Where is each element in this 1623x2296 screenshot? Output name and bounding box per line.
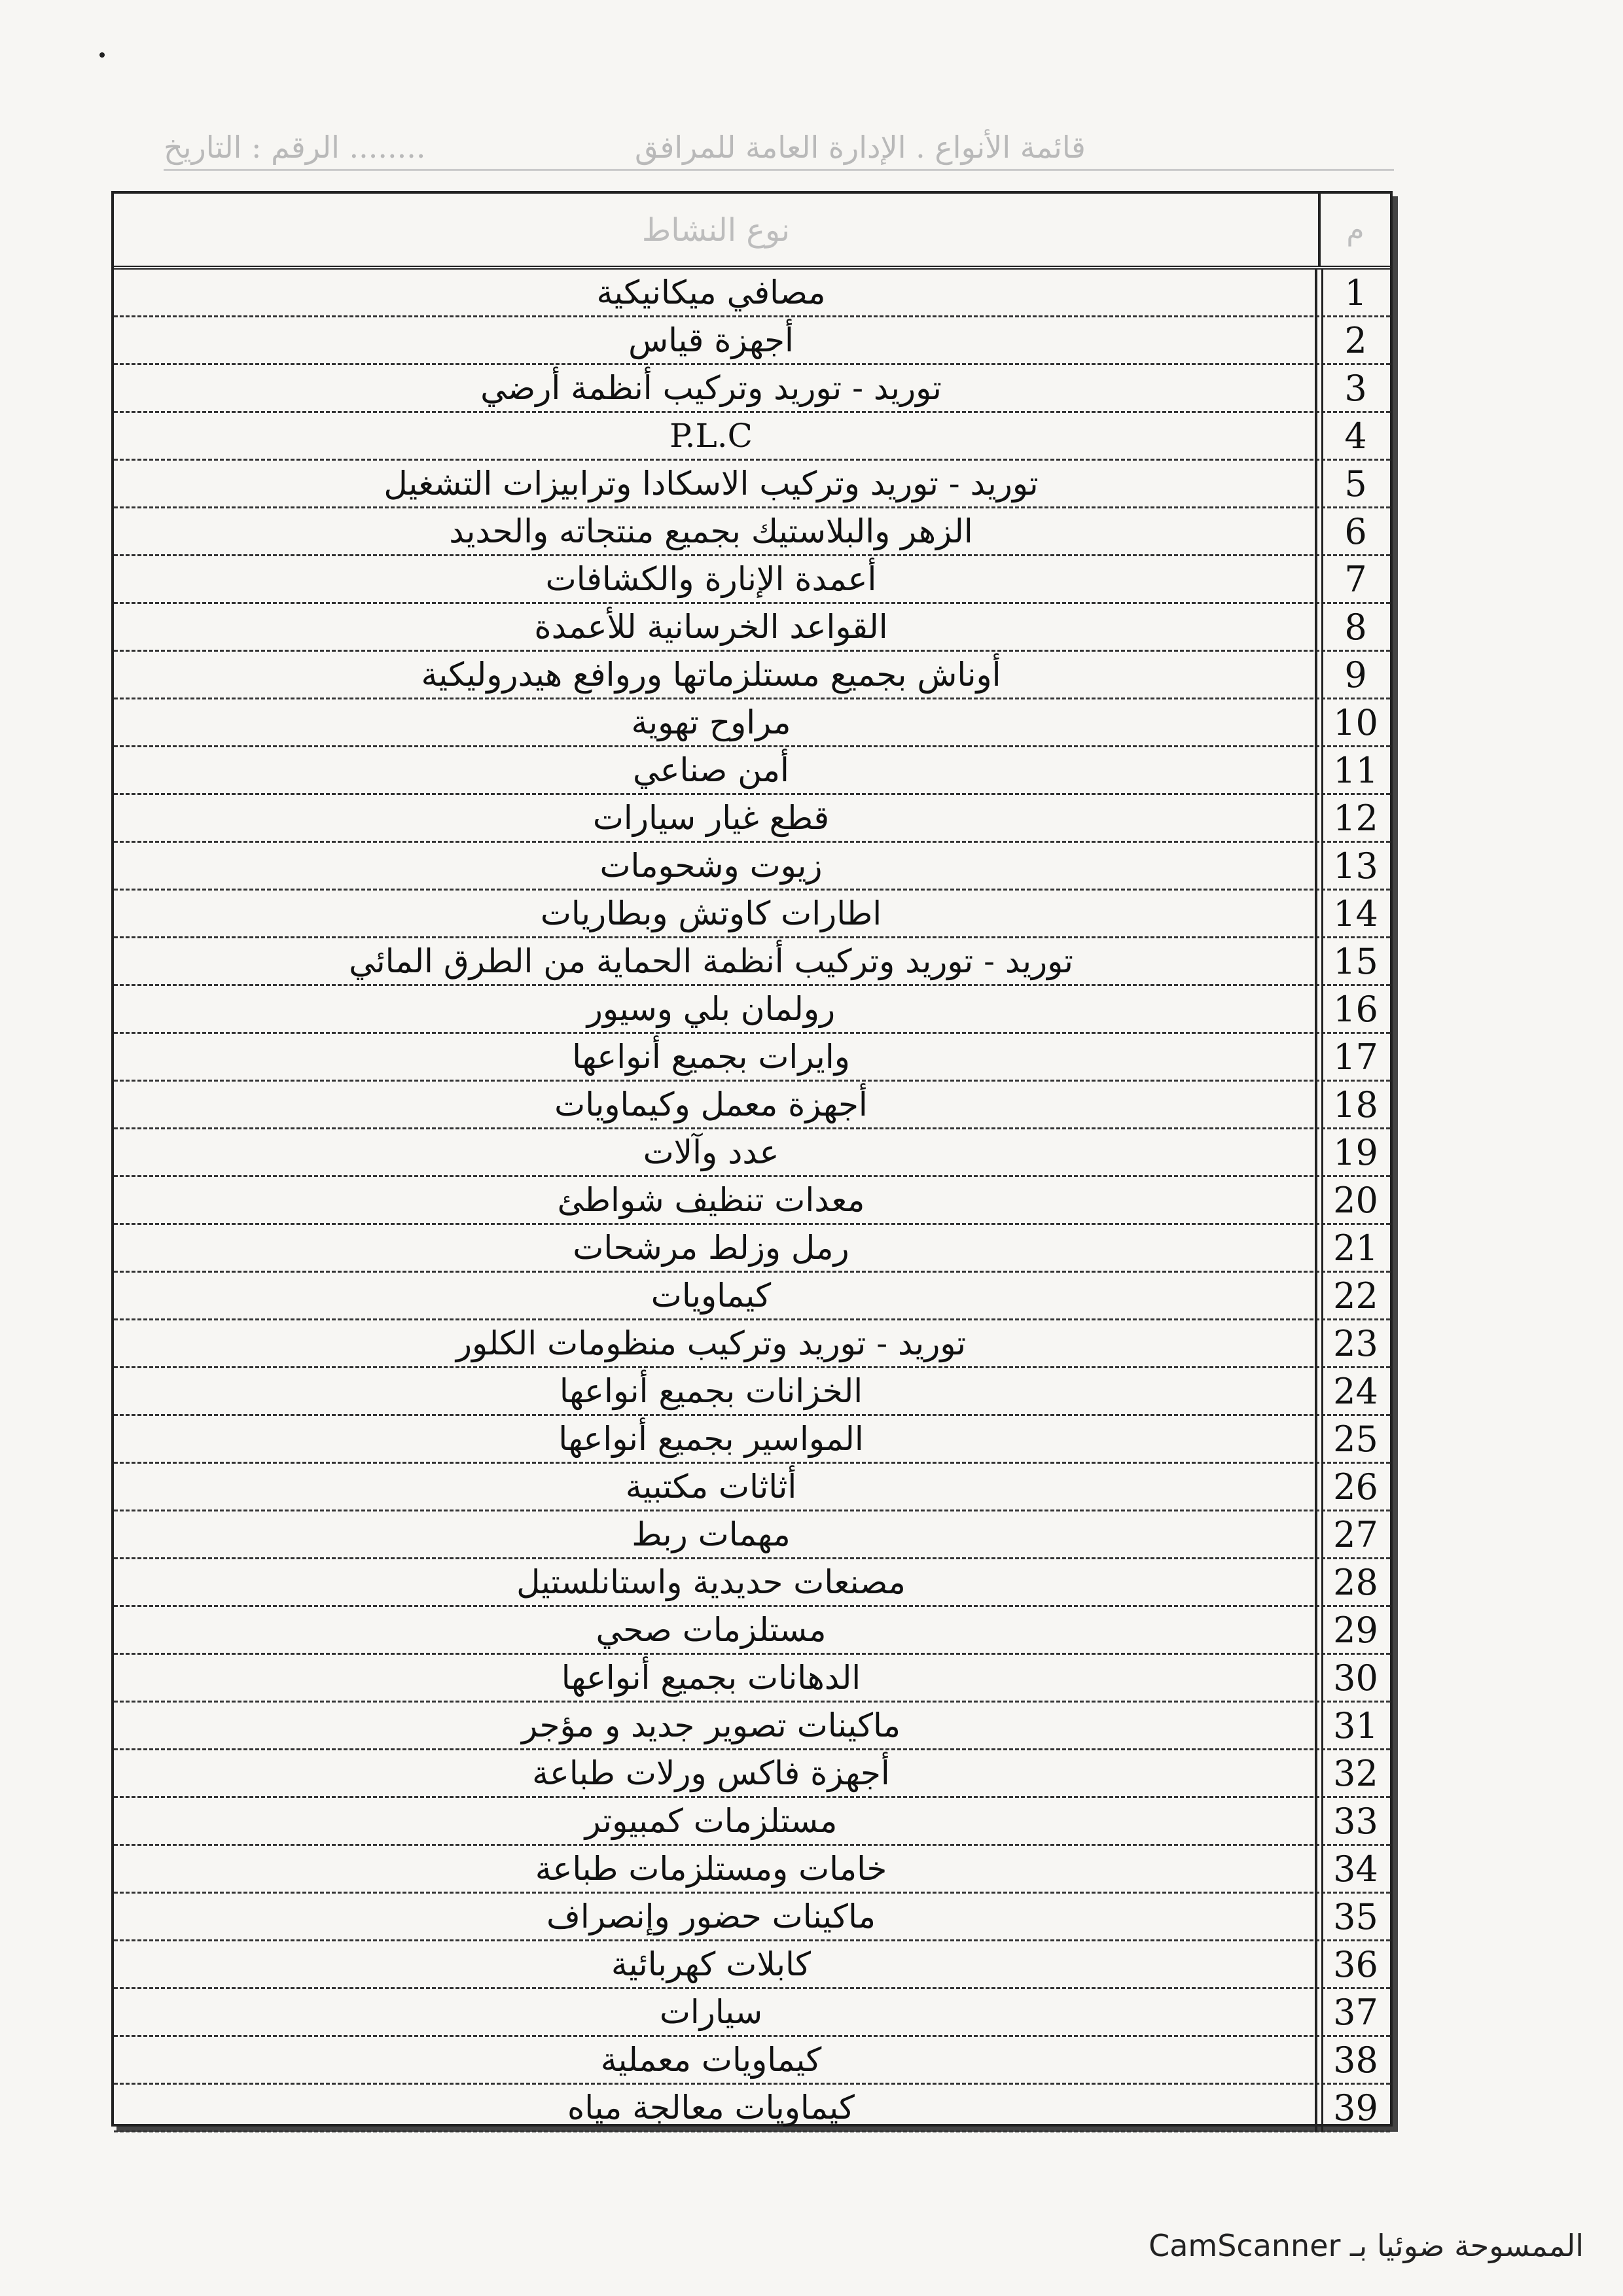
table-row [114, 1129, 1390, 1177]
row-number-cell: 38 [1333, 2040, 1378, 2081]
table-row [114, 1703, 1390, 1750]
cell-divider [1315, 747, 1317, 795]
table-row [114, 1989, 1390, 2037]
activity-cell: أعمدة الإنارة والكشافات [545, 560, 877, 598]
table-row [114, 747, 1390, 795]
activity-cell: عدد وآلات [643, 1133, 779, 1171]
activity-cell: توريد - توريد وتركيب منظومات الكلور [455, 1324, 967, 1362]
row-number-cell: 29 [1333, 1610, 1378, 1651]
row-number-cell: 9 [1344, 654, 1367, 696]
activity-cell: أجهزة فاكس ورلات طباعة [532, 1754, 890, 1792]
row-number-cell: 28 [1333, 1562, 1378, 1603]
table-row [114, 1320, 1390, 1368]
row-number-cell: 39 [1333, 2087, 1378, 2128]
activity-cell: ماكينات تصوير جديد و مؤجر [521, 1706, 901, 1744]
activity-cell: خامات ومستلزمات طباعة [535, 1850, 887, 1888]
cell-divider [1315, 1894, 1317, 1941]
table-row [114, 1368, 1390, 1416]
scan-speck [99, 52, 105, 58]
row-number-cell: 20 [1333, 1180, 1378, 1221]
activity-cell: ماكينات حضور وإنصراف [546, 1898, 876, 1935]
row-number-cell: 37 [1333, 1992, 1378, 2033]
cell-divider [1315, 1941, 1317, 1989]
activity-cell: الدهانات بجميع أنواعها [561, 1659, 861, 1697]
column-header-activity: نوع النشاط [641, 212, 791, 249]
table-row [114, 938, 1390, 986]
activity-cell: المواسير بجميع أنواعها [558, 1420, 864, 1458]
row-number-cell: 6 [1344, 511, 1367, 552]
cell-divider [1315, 1225, 1317, 1273]
activity-cell: مصنعات حديدية واستانلستيل [516, 1563, 906, 1601]
table-row [114, 461, 1390, 508]
table-row [114, 365, 1390, 413]
cell-divider [1315, 1607, 1317, 1655]
letterhead-underline [164, 169, 1394, 171]
activity-cell: اطارات كاوتش وبطاريات [540, 894, 882, 932]
row-number-cell: 13 [1333, 845, 1378, 887]
table-row [114, 1082, 1390, 1129]
cell-divider [1315, 413, 1317, 461]
row-number-cell: 10 [1333, 702, 1378, 743]
table-row [114, 1177, 1390, 1225]
activity-cell: معدات تنظيف شواطئ [557, 1181, 865, 1219]
table-row [114, 413, 1390, 461]
activity-cell: الخزانات بجميع أنواعها [559, 1372, 863, 1410]
table-row [114, 1607, 1390, 1655]
table-row [114, 843, 1390, 891]
cell-divider [1315, 270, 1317, 317]
activity-cell: كيماويات معملية [600, 2041, 822, 2079]
cell-divider [1315, 2037, 1317, 2085]
table-row [114, 2037, 1390, 2085]
activity-cell: مصافي ميكانيكية [596, 274, 826, 311]
cell-divider [1315, 556, 1317, 604]
cell-divider [1315, 1798, 1317, 1846]
cell-divider [1315, 1416, 1317, 1464]
table-row [114, 508, 1390, 556]
row-number-cell: 4 [1344, 415, 1367, 457]
activity-cell: رولمان بلي وسيور [586, 990, 836, 1028]
activity-cell: أوناش بجميع مستلزماتها وروافع هيدروليكية [421, 656, 1001, 694]
row-number-cell: 5 [1344, 463, 1367, 504]
table-row [114, 1798, 1390, 1846]
row-number-cell: 32 [1333, 1753, 1378, 1794]
activity-cell: توريد - توريد وتركيب أنظمة الحماية من الطرق المائي [349, 942, 1073, 980]
table-row [114, 556, 1390, 604]
row-number-cell: 8 [1344, 607, 1367, 648]
activity-cell: زيوت وشحومات [599, 847, 823, 885]
activity-cell: مستلزمات صحي [596, 1611, 827, 1649]
table-row [114, 1655, 1390, 1703]
cell-divider [1315, 1655, 1317, 1703]
row-number-cell: 16 [1333, 989, 1378, 1030]
cell-divider [1315, 508, 1317, 556]
table-row [114, 1559, 1390, 1607]
cell-divider [1315, 1750, 1317, 1798]
activity-cell: مراوح تهوية [631, 703, 791, 741]
table-row [114, 1034, 1390, 1082]
cell-divider [1315, 699, 1317, 747]
table-row [114, 1750, 1390, 1798]
cell-divider [1315, 843, 1317, 891]
row-number-cell: 25 [1333, 1419, 1378, 1460]
activities-table [111, 191, 1393, 2127]
row-number-cell: 35 [1333, 1896, 1378, 1937]
table-row [114, 652, 1390, 699]
activity-cell: القواعد الخرسانية للأعمدة [534, 608, 888, 646]
cell-divider [1315, 1177, 1317, 1225]
table-row [114, 604, 1390, 652]
activity-cell: قطع غيار سيارات [592, 799, 830, 837]
activity-cell: أجهزة قياس [628, 321, 794, 359]
scanner-watermark: الممسوحة ضوئيا بـ CamScanner [1149, 2228, 1584, 2263]
row-number-cell: 14 [1333, 893, 1378, 934]
row-number-cell: 31 [1333, 1705, 1378, 1746]
row-number-cell: 1 [1344, 272, 1367, 313]
table-row [114, 1464, 1390, 1511]
table-row [114, 1941, 1390, 1989]
cell-divider [1315, 1559, 1317, 1607]
row-number-cell: 3 [1344, 368, 1367, 409]
table-row [114, 317, 1390, 365]
cell-divider [1315, 795, 1317, 843]
table-row [114, 699, 1390, 747]
activity-cell: وايرات بجميع أنواعها [572, 1038, 850, 1076]
table-row [114, 891, 1390, 938]
activity-cell: توريد - توريد وتركيب الاسكادا وترابيزات التشغيل [383, 465, 1039, 503]
row-number-cell: 26 [1333, 1466, 1378, 1508]
row-number-cell: 21 [1333, 1227, 1378, 1269]
table-row [114, 1894, 1390, 1941]
cell-divider [1315, 1320, 1317, 1368]
activity-cell: كيماويات معالجة مياه [567, 2089, 855, 2127]
cell-divider [1315, 1129, 1317, 1177]
cell-divider [1315, 1464, 1317, 1511]
cell-divider [1315, 461, 1317, 508]
cell-divider [1315, 1989, 1317, 2037]
table-row [114, 1511, 1390, 1559]
row-number-cell: 34 [1333, 1848, 1378, 1890]
activity-cell: أمن صناعي [633, 751, 789, 789]
table-row [114, 986, 1390, 1034]
row-number-cell: 22 [1333, 1275, 1378, 1316]
column-header-number: م [1346, 213, 1364, 247]
activity-cell: كيماويات [651, 1277, 772, 1315]
cell-divider [1315, 1034, 1317, 1082]
cell-divider [1315, 2085, 1317, 2132]
cell-divider [1315, 1511, 1317, 1559]
table-header [114, 194, 1390, 270]
cell-divider [1315, 938, 1317, 986]
activity-cell: سيارات [659, 1993, 763, 2031]
table-row [114, 1846, 1390, 1894]
row-number-cell: 23 [1333, 1323, 1378, 1364]
row-number-cell: 30 [1333, 1657, 1378, 1699]
activity-cell: الزهر والبلاستيك بجميع منتجاته والحديد [449, 512, 973, 550]
cell-divider [1315, 652, 1317, 699]
row-number-cell: 11 [1333, 750, 1378, 791]
activity-cell: توريد - توريد وتركيب أنظمة أرضي [480, 369, 942, 407]
activity-cell: أجهزة معمل وكيماويات [554, 1086, 868, 1123]
table-row [114, 795, 1390, 843]
letterhead-left: الرقم : التاريخ ........ [164, 130, 426, 165]
cell-divider [1315, 1082, 1317, 1129]
cell-divider [1315, 1703, 1317, 1750]
cell-divider [1315, 317, 1317, 365]
activity-cell: P.L.C [669, 417, 753, 455]
cell-divider [1315, 1846, 1317, 1894]
cell-divider [1315, 365, 1317, 413]
table-row [114, 2085, 1390, 2132]
activity-cell: مهمات ربط [632, 1515, 791, 1553]
activity-cell: كابلات كهربائية [611, 1945, 812, 1983]
activity-cell: رمل وزلط مرشحات [573, 1229, 849, 1267]
row-number-cell: 33 [1333, 1801, 1378, 1842]
row-number-cell: 17 [1333, 1036, 1378, 1078]
row-number-cell: 24 [1333, 1371, 1378, 1412]
cell-divider [1315, 1273, 1317, 1320]
row-number-cell: 36 [1333, 1944, 1378, 1985]
row-number-cell: 12 [1333, 798, 1378, 839]
activity-cell: أثاثات مكتبية [625, 1468, 797, 1506]
cell-divider [1315, 986, 1317, 1034]
cell-divider [1315, 891, 1317, 938]
row-number-cell: 27 [1333, 1514, 1378, 1555]
row-number-cell: 7 [1344, 559, 1367, 600]
table-row [114, 1416, 1390, 1464]
faded-letterhead [164, 130, 1394, 182]
row-number-cell: 2 [1344, 320, 1367, 361]
row-number-cell: 15 [1333, 941, 1378, 982]
table-row [114, 1225, 1390, 1273]
cell-divider [1315, 1368, 1317, 1416]
letterhead-right: قائمة الأنواع . الإدارة العامة للمرافق [635, 130, 1086, 165]
table-body [114, 270, 1390, 2132]
table-row [114, 270, 1390, 317]
row-number-cell: 18 [1333, 1084, 1378, 1125]
row-number-cell: 19 [1333, 1132, 1378, 1173]
activity-cell: مستلزمات كمبيوتر [584, 1802, 838, 1840]
table-row [114, 1273, 1390, 1320]
cell-divider [1315, 604, 1317, 652]
